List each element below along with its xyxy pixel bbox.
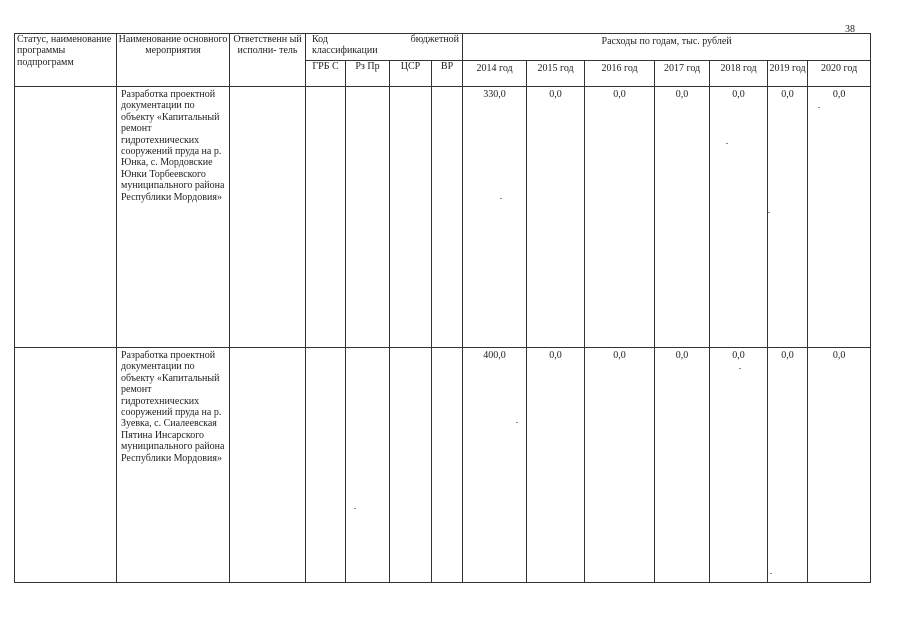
header-year-2017: 2017 год: [655, 61, 710, 87]
row-value-2017: 0,0: [655, 87, 710, 348]
row-name: Разработка проектной документации по объекту «Капитальный ремонт гидротехнических сооружений пруда на р. Зуевка, с. Сиалеевская Пятина Инсарского муниципального района Республики Мордовия»: [117, 348, 230, 583]
scan-speck: [726, 143, 728, 144]
row-value-2016: 0,0: [585, 348, 655, 583]
row-code-rzpr: [346, 348, 390, 583]
row-value-2015: 0,0: [527, 348, 585, 583]
row-code-rzpr: [346, 87, 390, 348]
row-value-2019: 0,0: [768, 87, 808, 348]
header-code-rzpr: Рз Пр: [346, 61, 390, 87]
row-code-grbs: [306, 348, 346, 583]
row-value-2016: 0,0: [585, 87, 655, 348]
row-code-csr: [390, 348, 432, 583]
table-row: [15, 87, 871, 348]
scan-speck: [500, 198, 502, 199]
row-code-vr: [432, 348, 463, 583]
header-status: Статус, наименование программы подпрограмм: [15, 34, 117, 87]
row-value-2020: 0,0: [808, 348, 871, 583]
scan-speck: [768, 212, 770, 213]
scan-speck: [354, 508, 356, 509]
header-code-classification: [306, 34, 463, 61]
row-status: [15, 348, 117, 583]
row-value-2017: 0,0: [655, 348, 710, 583]
row-status: [15, 87, 117, 348]
header-year-2014: 2014 год: [463, 61, 527, 87]
header-row-1: [15, 34, 871, 61]
table-row: [15, 348, 871, 583]
header-code-bottom: классификации: [312, 45, 378, 57]
header-name: Наименование основного мероприятия: [117, 34, 230, 87]
header-code-vr: ВР: [432, 61, 463, 87]
header-code-csr: ЦСР: [390, 61, 432, 87]
header-code-grbs: ГРБ С: [306, 61, 346, 87]
row-value-2015: 0,0: [527, 87, 585, 348]
row-code-grbs: [306, 87, 346, 348]
row-code-csr: [390, 87, 432, 348]
row-code-vr: [432, 87, 463, 348]
row-value-2020: 0,0: [808, 87, 871, 348]
header-year-2018: 2018 год: [710, 61, 768, 87]
row-responsible: [230, 348, 306, 583]
row-value-2014: 400,0: [463, 348, 527, 583]
row-name: Разработка проектной документации по объекту «Капитальный ремонт гидротехнических сооружений пруда на р. Юнка, с. Мордовские Юнки Торбеевского муниципального района Республики Мордовия»: [117, 87, 230, 348]
header-year-2016: 2016 год: [585, 61, 655, 87]
header-year-2015: 2015 год: [527, 61, 585, 87]
header-responsible: Ответственн ый исполни- тель: [230, 34, 306, 87]
header-year-2019: 2019 год: [768, 61, 808, 87]
scan-speck: [516, 422, 518, 423]
budget-table: [14, 33, 871, 583]
scan-speck: [770, 573, 772, 574]
row-value-2014: 330,0: [463, 87, 527, 348]
row-value-2018: 0,0: [710, 348, 768, 583]
row-value-2019: 0,0: [768, 348, 808, 583]
header-year-2020: 2020 год: [808, 61, 871, 87]
scan-speck: [818, 107, 820, 108]
header-code-right: бюджетной: [410, 34, 460, 45]
header-code-left: Код: [312, 34, 328, 45]
header-expenses: Расходы по годам, тыс. рублей: [463, 34, 871, 61]
row-value-2018: 0,0: [710, 87, 768, 348]
scan-speck: [739, 368, 741, 369]
page-number: 38: [845, 24, 855, 35]
row-responsible: [230, 87, 306, 348]
